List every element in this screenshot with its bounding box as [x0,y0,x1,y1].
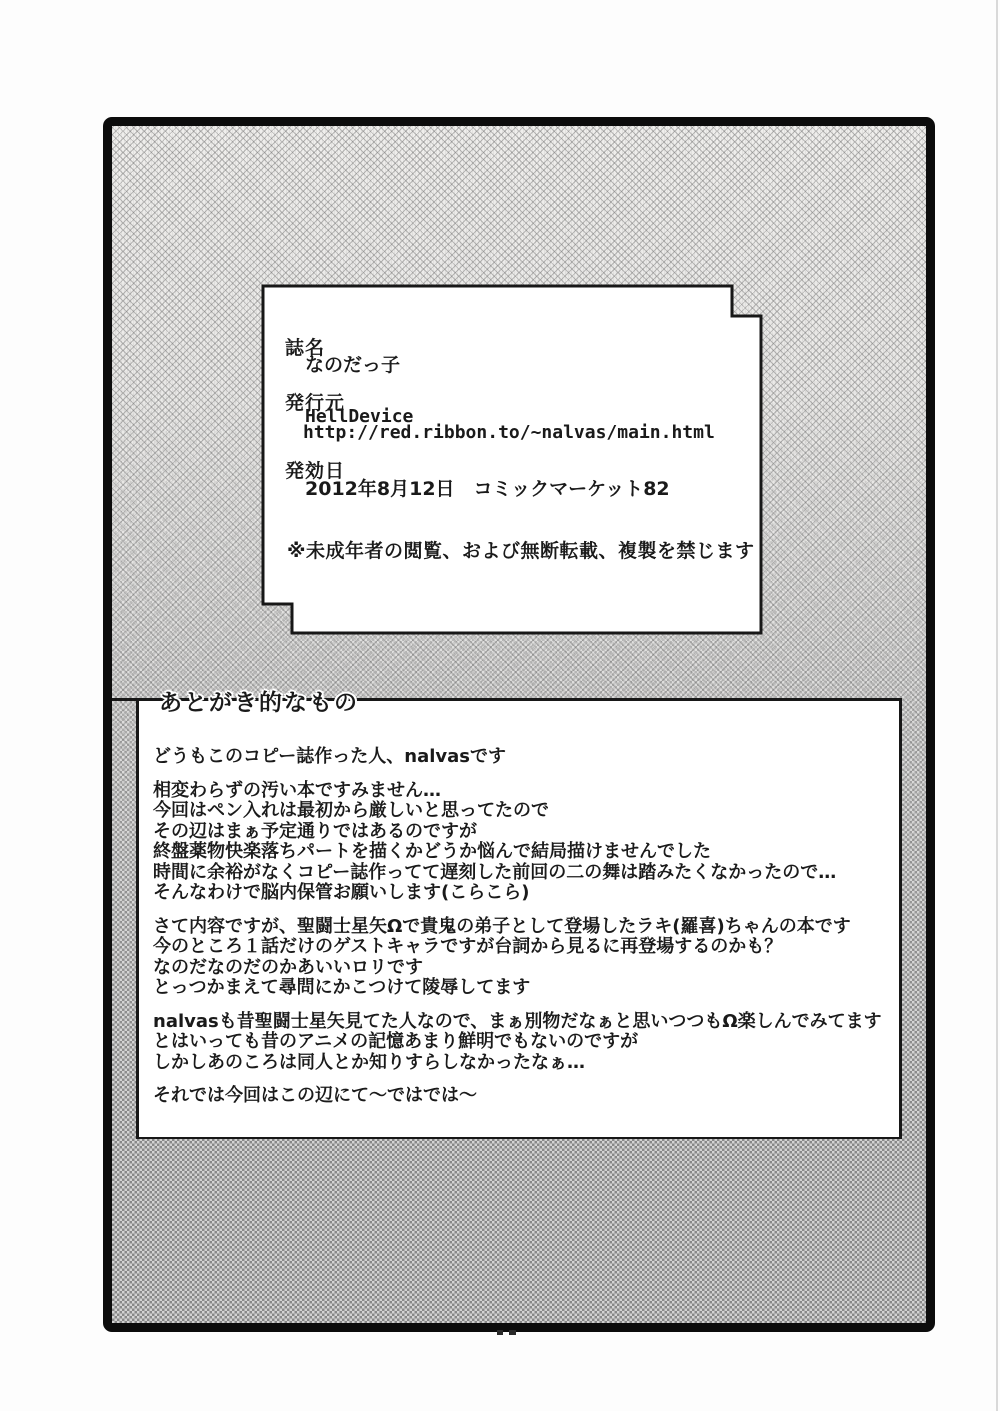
colophon-label-date: 発効日 [285,460,346,482]
colophon-date-value: 2012年8月12日 コミックマーケット82 [305,478,670,500]
colophon-publisher-value: HellDevice [305,406,414,427]
afterword-heading: あとがき的なもの [159,690,359,716]
afterword-paragraph: どうもこのコピー誌作った人、nalvasです [153,746,507,767]
scan-edge-line [996,0,998,1411]
colophon-title-value: なのだっ子 [305,354,401,376]
afterword-paragraph: さて内容ですが、聖闘士星矢Ωで貴鬼の弟子として登場したラキ(羅喜)ちゃんの本です 今のところ１話だけのゲストキャラですが台詞から見るに再登場するのかも？ なのだなのだのかあいいロリです とっつかまえて尋問にかこつけて陵辱してます [153,915,851,998]
page-number-remnant [509,1330,516,1335]
colophon-notice: ※未成年者の閲覧、および無断転載、複製を禁じます [287,540,755,562]
colophon-box [263,285,760,632]
afterword-body [153,747,891,1107]
afterword-paragraph: それでは今回はこの辺にて～ではでは～ [153,1085,477,1106]
colophon-label-publisher: 発行元 [285,392,346,414]
afterword-paragraph: nalvasも昔聖闘士星矢見てた人なので、まぁ別物だなぁと思いつつもΩ楽しんでみてます とはいっても昔のアニメの記憶あまり鮮明でもないのですが しかしあのころは同人とか知りすらしなかったなぁ… [153,1010,882,1073]
afterword-box [136,690,902,1139]
page-number-remnant [497,1330,503,1335]
colophon-url: http://red.ribbon.to/~nalvas/main.html [303,422,715,443]
colophon-label-title: 誌名 [285,337,326,359]
afterword-paragraph: 相変わらずの汚い本ですみません… 今回はペン入れは最初から厳しいと思ってたので その辺はまぁ予定通りではあるのですが 終盤薬物快楽落ちパートを描くかどうか悩んで結局描けませんでした 時間に余裕がなくコピー誌作ってて遅刻した前回の二の舞は踏みたくなかったので… そんなわけで脳内保管お願いします(こらこら) [153,779,837,903]
